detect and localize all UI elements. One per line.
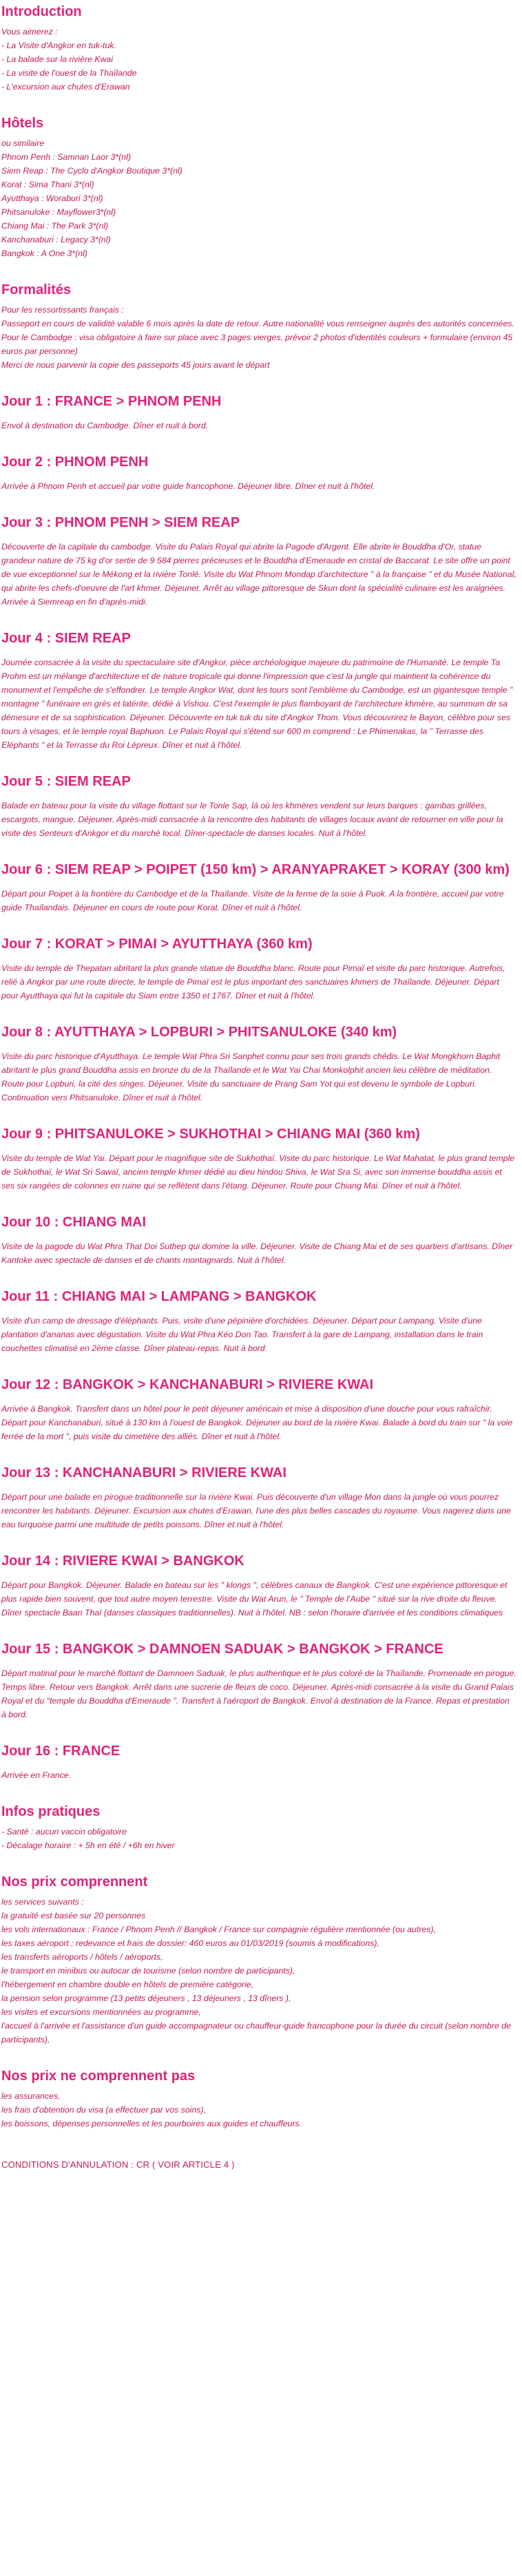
infos-heading: Infos pratiques bbox=[1, 1804, 101, 1819]
text-line: les taxes aéroport ; redevance et frais de dossier: 460 euros au 01/03/2019 (soumis à modifications), bbox=[1, 1938, 379, 1948]
day-heading: Jour 3 : PHNOM PENH > SIEM REAP bbox=[1, 515, 240, 530]
cancellation-conditions: CONDITIONS D'ANNULATION : CR ( VOIR ARTICLE 4 ) bbox=[1, 2159, 235, 2170]
day-section bbox=[1, 1125, 516, 1193]
day-section bbox=[1, 1213, 516, 1267]
formalites-heading: Formalités bbox=[1, 282, 72, 297]
day-heading: Jour 11 : CHIANG MAI > LAMPANG > BANGKOK bbox=[1, 1289, 317, 1304]
text-line: Passeport en cours de validité valable 6 mois après la date de retour. Autre nationalité vous renseigner auprès des autorités concernées. bbox=[1, 319, 514, 328]
text-line: la gratuité est basée sur 20 personnes bbox=[1, 1911, 146, 1920]
text-line: la pension selon programme (13 petits déjeuners , 13 déjeuners , 13 dîners ), bbox=[1, 1993, 291, 2003]
day-section bbox=[1, 1288, 516, 1355]
text-line: l'accueil à l'arrivée et l'assistance d'un guide accompagnateur ou chauffeur-guide francophone pour la durée du circuit (selon nombre de participants), bbox=[1, 2021, 511, 2044]
text-line: Vous aimerez : bbox=[1, 27, 58, 36]
text-line: les services suivants : bbox=[1, 1897, 84, 1907]
day-description: Arrivée à Phnom Penh et accueil par votre guide francophone. Déjeuner libre. Dîner et nuit à l'hôtel. bbox=[1, 481, 375, 491]
text-line: les visites et excursions mentionnées au programme, bbox=[1, 2007, 201, 2017]
formalites-lines bbox=[1, 303, 516, 372]
day-description: Visite du temple de Wat Yai. Départ pour le magnifique site de Sukhothaï. Visite du parc historique. Le Wat Mahatat, le plus grand temple de Sukhothaï, le Wat Sri Sawaï, ancien temple khmer dédié au dieu hindou Shiva, le Wat Sra Si, avec son immense bouddha assis et ses six rangées de colonnes en ruine qui se reflètent dans l'étang. Déjeuner. Route pour Chiang Mai. Dîner et nuit à l'hôtel. bbox=[1, 1153, 515, 1191]
day-description: Arrivée en France. bbox=[1, 1770, 72, 1780]
day-heading: Jour 13 : KANCHANABURI > RIVIERE KWAI bbox=[1, 1465, 286, 1480]
prix-comprend-pas-section bbox=[1, 2067, 516, 2130]
introduction-section bbox=[1, 3, 516, 94]
day-heading: Jour 8 : AYUTTHAYA > LOPBURI > PHITSANULOKE (340 km) bbox=[1, 1025, 397, 1040]
day-description: Visite du parc historique d'Ayutthaya. Le temple Wat Phra Sri Sanphet connu pour ses trois grands chédis. Le Wat Mongkhorn Baphit abritant le plus grand Bouddha assis en bronze du de la Thaïlande et le Wat Yai Chai Monkolphit ancien lieu célèbre de méditation. Route pour Lopburi, la cité des singes. Déjeuner. Visite du sanctuaire de Prang Sam Yot qui est devenu le symbole de Lopburi. Continuation vers Phitsanuloke. Dîner et nuit à l'hôtel. bbox=[1, 1051, 501, 1102]
prix-comprend-pas-heading: Nos prix ne comprennent pas bbox=[1, 2069, 196, 2084]
day-description: Visite d'un camp de dressage d'éléphants. Puis, visite d'une pépinière d'orchidées. Déjeuner. Départ pour Lampang. Visite d'une plantation d'ananas avec dégustation. Visite du Wat Phra Kéo Don Tao. Transfert à la gare de Lampang, installation dans le train couchettes climatisé en 2ème classe. Dîner plateau-repas. Nuit à bord. bbox=[1, 1316, 483, 1353]
text-line: les frais d'obtention du visa (a effectuer par vos soins), bbox=[1, 2105, 206, 2115]
day-heading: Jour 2 : PHNOM PENH bbox=[1, 454, 149, 470]
day-section bbox=[1, 453, 516, 493]
text-line: les boissons, dépenses personnelles et les pourboires aux guides et chauffeurs. bbox=[1, 2119, 302, 2128]
day-description: Départ pour une balade en pirogue traditionnelle sur la rivière Kwai. Puis découverte d'un village Mon dans la jungle où vous pourrez rencontrer les habitants. Déjeuner. Excursion aux chutes d'Erawan, l'une des plus belles cascades du royaume. Vous nagerez dans une eau turquoise parmi une multitude de petits poissons. Dîner et nuit à l'hôtel. bbox=[1, 1492, 511, 1529]
itinerary-days bbox=[1, 392, 516, 1782]
introduction-lines bbox=[1, 25, 516, 94]
hotels-lines bbox=[1, 136, 516, 260]
text-line: - La balade sur la rivière Kwai bbox=[1, 54, 113, 64]
day-description: Départ pour Poipet à la frontière du Cambodge et de la Thaïlande. Visite de la ferme de la soie à Puok. A la frontière, accueil par votre guide Thaïlandais. Déjeuner en cours de route pour Korat. Dîner et nuit à l'hôtel. bbox=[1, 889, 504, 912]
day-description: Départ pour Bangkok. Déjeuner. Balade en bateau sur les " klongs ", célèbres canaux de Bangkok. C'est une expérience pittoresque et plus rapide bien souvent, que tout autre moyen terrestre. Visite du Wat Arun, le " Temple de l'Aube " situé sur la rive droite du fleuve. Dîner spectacle Baan Thaï (danses classiques traditionnelles). Nuit à l'hôtel. NB : selon l'horaire d'arrivée et les conditions climatiques bbox=[1, 1580, 508, 1617]
text-line: Phitsanuloke : Mayflower3*(nl) bbox=[1, 207, 116, 217]
text-line: Siem Reap : The Cyclo d'Angkor Boutique 3*(nl) bbox=[1, 166, 182, 176]
day-description: Départ matinal pour le marché flottant de Damnoen Saduak, le plus authentique et le plus coloré de la Thaïlande. Promenade en pirogue. Temps libre. Retour vers Bangkok. Arrêt dans une sucrerie de fleurs de coco. Déjeuner. Après-midi consacrée à la visite du Grand Palais Royal et du "temple du Bouddha d'Emeraude ". Transfert à l'aéroport de Bangkok. Envol à destination de la France. Repas et prestation à bord. bbox=[1, 1668, 516, 1719]
text-line: Ayutthaya : Woraburi 3*(nl) bbox=[1, 193, 103, 203]
day-section bbox=[1, 1376, 516, 1443]
text-line: - L'excursion aux chutes d'Erawan bbox=[1, 82, 130, 92]
day-heading: Jour 10 : CHIANG MAI bbox=[1, 1215, 147, 1230]
infos-lines bbox=[1, 1825, 516, 1852]
day-description: Arrivée à Bangkok. Transfert dans un hôtel pour le petit déjeuner américain et mise à disposition d'une douche pour vous rafraîchir. Départ pour Kanchanaburi, situé à 130 km à l'ouest de Bangkok. Déjeuner au bord de la rivière Kwai. Balade à bord du train sur " la voie ferrée de la mort ", puis visite du cimetière des alliés. Dîner et nuit à l'hôtel. bbox=[1, 1404, 513, 1441]
text-line: l'hébergement en chambre double en hôtels de première catégorie, bbox=[1, 1980, 254, 1989]
text-line: Bangkok : A One 3*(nl) bbox=[1, 249, 87, 258]
day-description: Visite du temple de Thepatan abritant la plus grande statue de Bouddha blanc. Route pour Pimaï et visite du parc historique. Autrefois, relié à Angkor par une route directe, le temple de Pimaï est le plus important des sanctuaires khmers de Thaïlande. Déjeuner. Départ pour Ayutthaya qui fut la capitale du Siam entre 1350 et 1767. Dîner et nuit à l'hôtel. bbox=[1, 963, 505, 1001]
text-line: Pour le Cambodge : visa obligatoire à faire sur place avec 3 pages vierges, prévoir 2 photos d'identités couleurs + formulaire (environ 45 euros par personne) bbox=[1, 333, 513, 356]
infos-section bbox=[1, 1803, 516, 1852]
text-line: - Santé : aucun vaccin obligatoire bbox=[1, 1827, 127, 1836]
day-heading: Jour 16 : FRANCE bbox=[1, 1743, 121, 1759]
day-description: Envol à destination du Cambodge. Dîner et nuit à bord. bbox=[1, 421, 209, 430]
day-heading: Jour 6 : SIEM REAP > POIPET (150 km) > ARANYAPRAKET > KORAY (300 km) bbox=[1, 862, 510, 877]
day-section bbox=[1, 861, 516, 914]
text-line: Phnom Penh : Samnan Laor 3*(nl) bbox=[1, 152, 131, 162]
day-heading: Jour 4 : SIEM REAP bbox=[1, 631, 131, 646]
day-section bbox=[1, 392, 516, 432]
text-line: ou similaire bbox=[1, 138, 45, 148]
day-section bbox=[1, 629, 516, 752]
day-section bbox=[1, 514, 516, 609]
text-line: Chiang Mai : The Park 3*(nl) bbox=[1, 221, 109, 231]
hotels-section bbox=[1, 114, 516, 260]
day-section bbox=[1, 935, 516, 1003]
day-section bbox=[1, 1742, 516, 1782]
day-section bbox=[1, 773, 516, 840]
text-line: les vols internationaux : France / Phnom Penh // Bangkok / France sur compagnie régulière mentionnée (ou autres), bbox=[1, 1925, 436, 1934]
text-line: - La Visite d'Angkor en tuk-tuk. bbox=[1, 41, 116, 50]
day-heading: Jour 1 : FRANCE > PHNOM PENH bbox=[1, 394, 222, 409]
text-line: Pour les ressortissants français : bbox=[1, 305, 124, 315]
day-section bbox=[1, 1552, 516, 1620]
prix-comprend-lines bbox=[1, 1895, 516, 2046]
text-line: les transferts aéroports / hôtels / aéroports, bbox=[1, 1952, 163, 1962]
day-heading: Jour 14 : RIVIERE KWAI > BANGKOK bbox=[1, 1553, 244, 1569]
prix-comprend-section bbox=[1, 1873, 516, 2046]
day-description: Découverte de la capitale du cambodge. Visite du Palais Royal qui abrite la Pagode d'Argent. Elle abrite le Bouddha d'Or, statue grandeur nature de 75 kg d'or sertie de 9 584 pierres précieuses et le Bouddha d'Emeraude en cristal de Baccarat. Le site offre un point de vue exceptionnel sur le Mékong et la rivière Tonlé. Visite du Wat Phnom Mondap d'architecture " à la française " et du Musée National, qui abrite les chefs-d'oeuvre de l'art khmer. Déjeuner. Arrêt au village pittoresque de Skun dont la spécialité culinaire est les araignées. Arrivée à Siemreap en fin d'après-midi. bbox=[1, 542, 516, 607]
text-line: Korat : Sima Thani 3*(nl) bbox=[1, 180, 94, 189]
text-line: - La visite de l'ouest de la Thaïlande bbox=[1, 68, 137, 78]
day-section bbox=[1, 1640, 516, 1721]
day-heading: Jour 15 : BANGKOK > DAMNOEN SADUAK > BANGKOK > FRANCE bbox=[1, 1642, 443, 1657]
day-section bbox=[1, 1023, 516, 1104]
day-description: Visite de la pagode du Wat Phra That Doi Suthep qui domine la ville. Déjeuner. Visite de Chiang Mai et de ses quartiers d'artisans. Dîner Kantoke avec spectacle de danses et de chants montagnards. Nuit à l'hôtel. bbox=[1, 1242, 513, 1265]
day-description: Journée consacrée à la visite du spectaculaire site d'Angkor, pièce archéologique majeure du patrimoine de l'Humanité. Le temple Ta Prohm est un mélange d'architecture et de nature tropicale qui donne l'impression que c'est la jungle qui maintient la cohérence du monument et l'empêche de s'effondrer. Le temple Angkor Wat, dont les tours sont l'emblème du Cambodge, est un gigantesque temple " montagne " funéraire en grès et latérite, dédié à Vishou. C'est l'exemple le plus flamboyant de l'architecture khmère, au summum de sa démesure et de sa sophistication. Déjeuner. Découverte en tuk tuk du site d'Angkor Thom. Vous découvrirez le Bayon, célèbre pour ses tours à visages, et le temple royal Baphuon. Le Palais Royal qui s'étend sur 600 m comprend : Le Phimenakas, la " Terrasse des Eléphants " et la Terrasse du Roi Lépreux. Dîner et nuit à l'hôtel. bbox=[1, 658, 513, 750]
text-line: Merci de nous parvenir la copie des passeports 45 jours avant le départ bbox=[1, 360, 270, 370]
day-heading: Jour 12 : BANGKOK > KANCHANABURI > RIVIERE KWAI bbox=[1, 1377, 374, 1392]
day-heading: Jour 9 : PHITSANULOKE > SUKHOTHAI > CHIANG MAI (360 km) bbox=[1, 1127, 420, 1142]
day-heading: Jour 5 : SIEM REAP bbox=[1, 774, 131, 789]
prix-comprend-pas-lines bbox=[1, 2089, 516, 2130]
day-heading: Jour 7 : KORAT > PIMAI > AYUTTHAYA (360 km) bbox=[1, 936, 313, 952]
text-line: - Décalage horaire : + 5h en été / +6h en hiver bbox=[1, 1841, 175, 1850]
formalites-section bbox=[1, 281, 516, 372]
text-line: les assurances, bbox=[1, 2091, 61, 2101]
day-section bbox=[1, 1464, 516, 1531]
hotels-heading: Hôtels bbox=[1, 116, 44, 131]
introduction-heading: Introduction bbox=[1, 4, 82, 19]
text-line: le transport en minibus ou autocar de tourisme (selon nombre de participants), bbox=[1, 1966, 295, 1976]
day-description: Balade en bateau pour la visite du village flottant sur le Tonle Sap, là où les khmères vendent sur leurs barques : gambas grillées, escargots, mangue. Déjeuner. Après-midi consacrée à la rencontre des habitants de villages locaux avant de retourner en ville pour la visite des Senteurs d'Ankgor et du marché local. Dîner-spectacle de danses locales. Nuit à l'hôtel. bbox=[1, 801, 503, 838]
text-line: Kanchanaburi : Legacy 3*(nl) bbox=[1, 235, 111, 244]
prix-comprend-heading: Nos prix comprennent bbox=[1, 1874, 148, 1889]
